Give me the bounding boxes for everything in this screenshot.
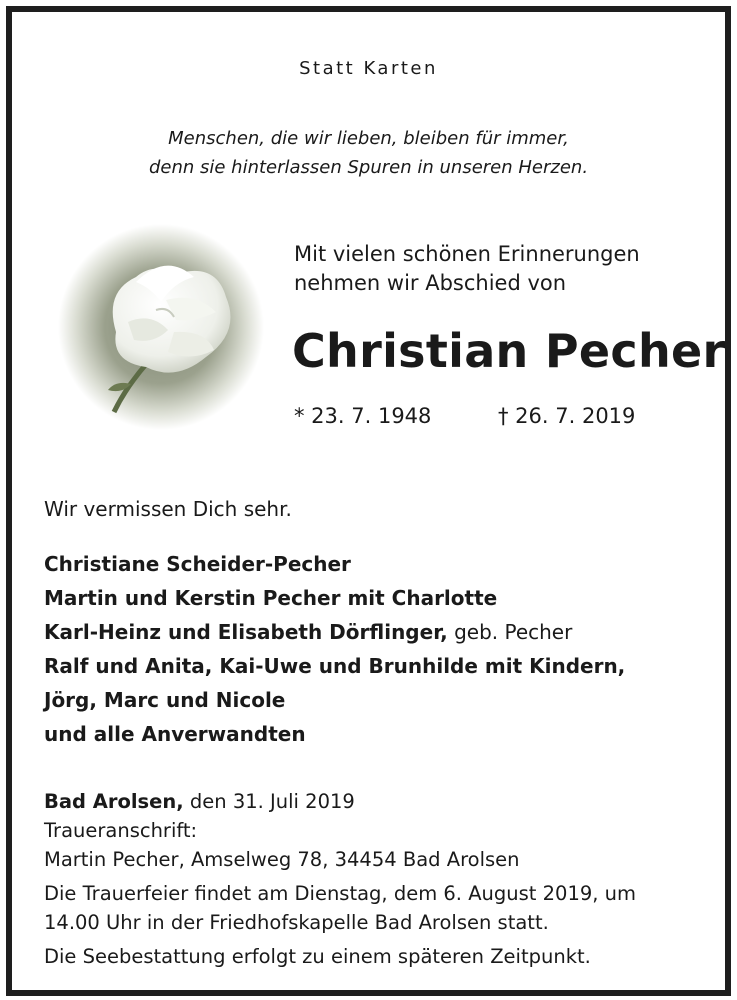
obituary-notice xyxy=(6,6,731,996)
intro-text xyxy=(294,240,640,298)
motto xyxy=(12,124,725,182)
family-name: Karl-Heinz und Elisabeth Dörflinger, xyxy=(44,620,448,644)
ceremony-line: 14.00 Uhr in der Friedhofskapelle Bad Arolsen statt. xyxy=(44,911,549,934)
date: den 31. Juli 2019 xyxy=(183,790,355,813)
intro-line: nehmen wir Abschied von xyxy=(294,271,567,295)
ceremony-line: Die Trauerfeier findet am Dienstag, dem 6. August 2019, um xyxy=(44,882,637,905)
place-date xyxy=(44,787,636,816)
death-date: † 26. 7. 2019 xyxy=(498,404,636,428)
place: Bad Arolsen, xyxy=(44,790,184,813)
deceased-name: Christian Pecher xyxy=(292,324,726,378)
miss-you-line: Wir vermissen Dich sehr. xyxy=(44,497,292,521)
family-note: geb. Pecher xyxy=(447,620,573,644)
address: Martin Pecher, Amselweg 78, 34454 Bad Arolsen xyxy=(44,848,520,871)
footer-info xyxy=(44,787,636,971)
family-line: Ralf und Anita, Kai-Uwe und Brunhilde mit Kindern, xyxy=(44,654,626,678)
birth-date: * 23. 7. 1948 xyxy=(294,404,432,428)
family-list xyxy=(44,547,625,751)
header-statt-karten: Statt Karten xyxy=(299,58,438,79)
intro-line: Mit vielen schönen Erinnerungen xyxy=(294,242,640,266)
burial-line: Die Seebestattung erfolgt zu einem späteren Zeitpunkt. xyxy=(44,945,591,968)
family-line: Jörg, Marc und Nicole xyxy=(44,688,286,712)
white-rose-image xyxy=(56,222,266,432)
family-line: und alle Anverwandten xyxy=(44,722,306,746)
family-line: Martin und Kerstin Pecher mit Charlotte xyxy=(44,586,498,610)
family-line: Christiane Scheider-Pecher xyxy=(44,552,351,576)
address-label: Traueranschrift: xyxy=(44,819,198,842)
motto-line: denn sie hinterlassen Spuren in unseren Herzen. xyxy=(148,157,589,178)
motto-line: Menschen, die wir lieben, bleiben für immer, xyxy=(168,128,569,149)
family-line xyxy=(44,615,625,649)
